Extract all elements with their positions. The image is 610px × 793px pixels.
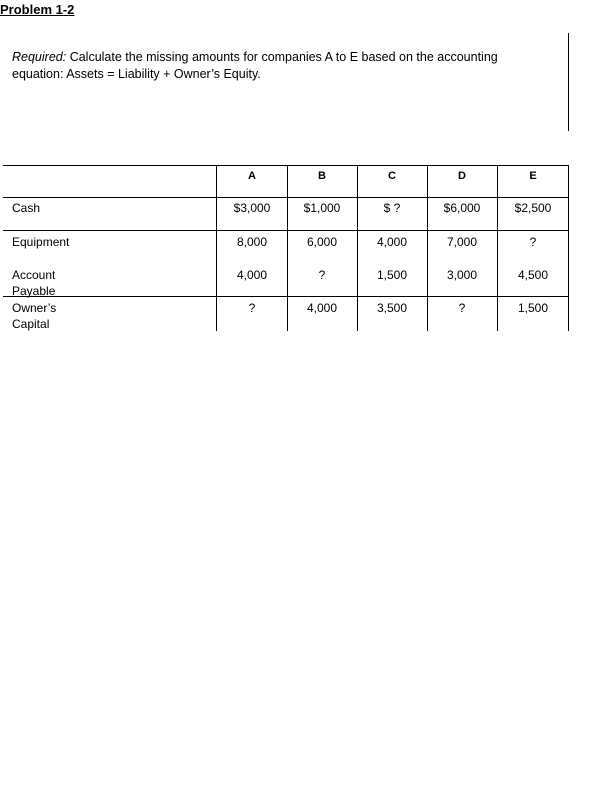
instructions xyxy=(12,49,552,83)
column-header-a: A xyxy=(248,170,256,182)
cell-payable-e: 4,500 xyxy=(517,268,549,282)
row-label-account-payable: Account Payable xyxy=(12,268,56,298)
cell-capital-c: 3,500 xyxy=(376,301,408,315)
required-label: Required: xyxy=(12,50,67,64)
cell-payable-a: 4,000 xyxy=(236,268,268,282)
column-header-b: B xyxy=(318,170,326,182)
column-header-c: C xyxy=(388,170,396,182)
cell-capital-d: ? xyxy=(458,301,466,315)
required-text: Calculate the missing amounts for companies A to E based on the accounting equation: Assets = Liability + Owner’s Equity. xyxy=(12,50,498,81)
cell-capital-a: ? xyxy=(248,301,256,315)
row-label-cash: Cash xyxy=(12,201,41,215)
cell-payable-c: 1,500 xyxy=(376,268,408,282)
row-label-owners-capital: Owner’s Capital xyxy=(12,301,57,331)
cell-capital-e: 1,500 xyxy=(517,301,549,315)
cell-cash-d: $6,000 xyxy=(443,201,481,215)
cell-equipment-b: 6,000 xyxy=(306,235,338,249)
column-header-d: D xyxy=(458,170,466,182)
column-header-e: E xyxy=(529,170,537,182)
header-bottom-rule xyxy=(3,197,569,198)
cell-equipment-a: 8,000 xyxy=(236,235,268,249)
cell-cash-c: $ ? xyxy=(383,201,401,215)
cell-payable-b: ? xyxy=(318,268,326,282)
table-top-rule xyxy=(3,165,569,166)
cash-bottom-rule xyxy=(3,230,569,231)
cell-equipment-e: ? xyxy=(529,235,537,249)
col-divider-right xyxy=(568,165,569,331)
cell-cash-b: $1,000 xyxy=(303,201,341,215)
cell-equipment-c: 4,000 xyxy=(376,235,408,249)
cell-payable-d: 3,000 xyxy=(446,268,478,282)
cell-cash-e: $2,500 xyxy=(514,201,552,215)
cell-equipment-d: 7,000 xyxy=(446,235,478,249)
row-label-equipment: Equipment xyxy=(12,235,70,249)
problem-title: Problem 1-2 xyxy=(0,2,75,17)
cell-cash-a: $3,000 xyxy=(233,201,271,215)
cell-capital-b: 4,000 xyxy=(306,301,338,315)
margin-rule xyxy=(568,33,569,131)
payable-bottom-rule xyxy=(3,296,569,297)
